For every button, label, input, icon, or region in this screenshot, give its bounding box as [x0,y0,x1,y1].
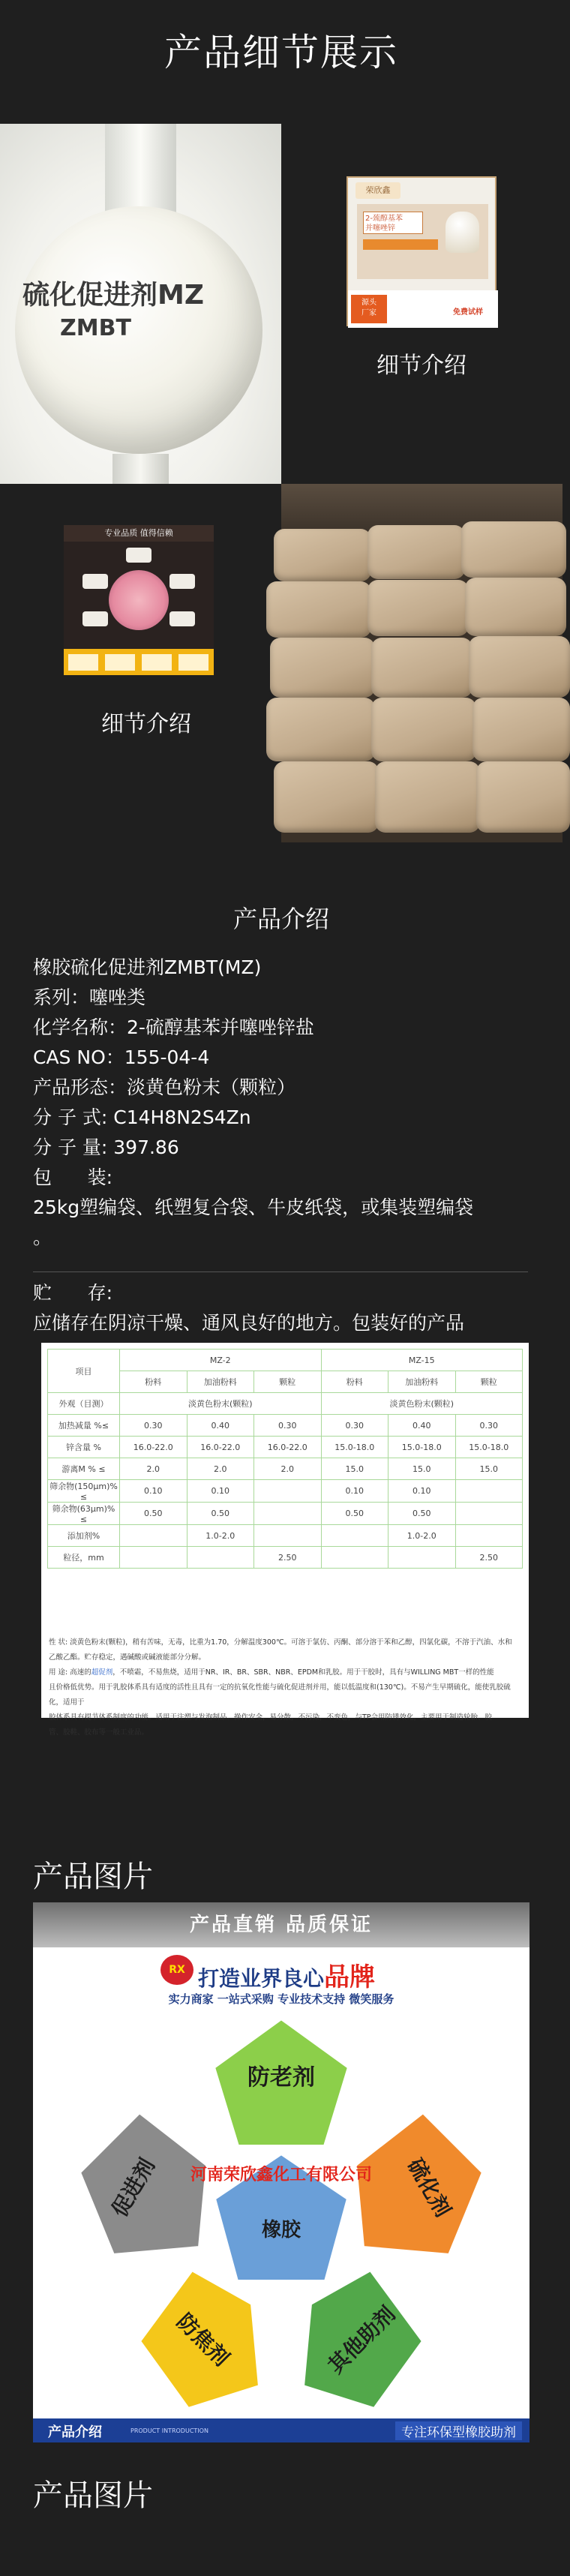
table-cell [254,1480,322,1503]
bag [371,698,476,761]
pentagon-diagram [33,2011,530,2416]
note-line: 性 状: 淡黄色粉末(颗粒)，稍有苦味，无毒，比重为1.70，分解温度300℃。可溶于氯仿、丙酮、部分溶于苯和乙醇，四氯化碳，不溶于汽油、水和 [49,1638,512,1647]
poster-footer-tagline: 专注环保型橡胶助剂 [395,2421,522,2440]
note-line [49,1665,523,1680]
storage-text: 应储存在阴凉干燥、通风良好的地方。包装好的产品 [33,1312,465,1334]
table-cell: 0.30 [254,1415,322,1437]
super-accelerator-link[interactable]: 超促剂 [91,1668,113,1677]
thumb-orange-strip [363,239,438,250]
table-cell: 0.10 [187,1480,254,1503]
detail-thumbnail-1[interactable] [346,176,496,326]
intro-line: 分 子 量: 397.86 [33,1136,179,1158]
table-cell: 0.50 [120,1503,188,1525]
free-sample-text: 免费试样 [453,308,483,317]
table-cell [120,1547,188,1569]
table-cell: 16.0-22.0 [187,1437,254,1458]
table-row [48,1415,523,1437]
intro-divider [33,1271,528,1272]
note-prefix: 用 途: 高速的 [49,1668,92,1677]
petal-label: 硫化剂 [402,2154,456,2221]
product-images-title-1: 产品图片 [33,1860,153,1894]
table-cell [388,1547,456,1569]
table-cell: 0.40 [388,1415,456,1437]
table-group-header: MZ-2 [120,1350,322,1371]
bag [476,761,570,833]
bag [465,578,566,636]
poster-services: 实力商家 一站式采购 专业技术支持 微笑服务 [168,1992,394,2006]
table-cell [321,1547,388,1569]
bag [371,638,472,698]
intro-title: 产品介绍 [232,905,329,933]
bag [368,580,469,636]
note-line: 乙酸乙酯。贮存稳定，遇碱酸或碱液能部分分解。 [49,1653,206,1662]
bottle-label-line1: 硫化促进剂MZ [22,280,204,311]
table-cell: 16.0-22.0 [254,1437,322,1458]
table-cell: 淡黄色粉末(颗粒) [321,1393,523,1415]
row-label: 添加剂% [48,1525,120,1547]
row-label: 筛余物(63μm)% ≤ [48,1503,120,1525]
poster-banner: 产品直销 品质保证 [33,1902,530,1947]
table-cell: 2.50 [254,1547,322,1569]
intro-line: 25kg塑编袋、纸塑复合袋、牛皮纸袋，或集装塑编袋 [33,1196,474,1218]
table-cell: 淡黄色粉末(颗粒) [120,1393,322,1415]
row-label: 锌含量 % [48,1437,120,1458]
table-cell [120,1525,188,1547]
table-cell: 2.0 [254,1458,322,1480]
bag [461,521,566,578]
table-subheader: 加油粉料 [187,1371,254,1393]
table-cell: 0.50 [187,1503,254,1525]
table-cell [187,1547,254,1569]
table-header-item: 项目 [48,1350,120,1393]
thumb2-node [170,611,195,626]
petal-label: 防老剂 [248,2064,315,2091]
table-group-header: MZ-15 [321,1350,523,1371]
table-row [48,1503,523,1525]
poster-footer-subtitle: PRODUCT INTRODUCTION [130,2427,208,2434]
thumb2-segment [178,654,208,671]
table-cell: 16.0-22.0 [120,1437,188,1458]
brand-slogan-prefix: 打造业界良心 [198,1966,325,1991]
table-cell [455,1480,523,1503]
intro-line: 橡胶硫化促进剂ZMBT(MZ) [33,956,262,978]
note-line: 管、胶鞋、胶布等一般工业品。 [49,1728,149,1737]
intro-line: CAS NO：155-04-4 [33,1046,210,1068]
table-cell: 0.30 [455,1415,523,1437]
table-row [48,1480,523,1503]
table-subheader: 颗粒 [254,1371,322,1393]
table-cell [455,1503,523,1525]
table-subheader: 颗粒 [455,1371,523,1393]
thumb-brand-tag: 荣欣鑫 [356,182,400,199]
table-cell: 15.0-18.0 [321,1437,388,1458]
table-cell: 0.50 [388,1503,456,1525]
bag [368,525,465,579]
bottle-label-line2: ZMBT [60,315,131,341]
table-cell: 0.40 [187,1415,254,1437]
table-cell: 15.0 [321,1458,388,1480]
center-label: 橡胶 [261,2219,302,2241]
table-cell: 0.10 [388,1480,456,1503]
bottle-body [15,206,262,454]
bag [274,761,379,833]
table-cell: 2.0 [187,1458,254,1480]
intro-line: 系列：噻唑类 [33,986,146,1008]
thumb2-node [170,574,195,589]
intro-line: 。 [33,1226,52,1248]
table-row [48,1458,523,1480]
bag [266,698,375,761]
row-label: 加热减量 %≤ [48,1415,120,1437]
source-factory-badge: 源头 厂家 [351,295,387,323]
detail-caption-1: 细节介绍 [376,353,466,379]
table-cell: 0.50 [321,1503,388,1525]
thumb2-node [126,548,152,563]
thumb-jar-image [446,212,479,253]
table-subheader: 加油粉料 [388,1371,456,1393]
brand-logo-icon: RX [160,1955,194,1985]
row-label: 筛余物(150μm)% ≤ [48,1480,120,1503]
brand-slogan-emphasis: 品牌 [324,1962,376,1992]
intro-line: 化学名称：2-硫醇基苯并噻唑锌盐 [33,1016,314,1038]
poster-footer [33,2418,530,2442]
table-cell: 0.10 [321,1480,388,1503]
table-cell: 1.0-2.0 [388,1525,456,1547]
table-cell: 0.30 [321,1415,388,1437]
intro-line: 产品形态：淡黄色粉末（颗粒） [33,1076,296,1098]
thumb2-banner: 专业品质 值得信赖 [64,525,214,542]
table-row [48,1547,523,1569]
storage-label: 贮 存: [33,1282,113,1304]
product-poster[interactable] [33,1902,530,2442]
table-cell: 2.50 [455,1547,523,1569]
spec-notes [49,1635,523,1740]
table-cell [254,1503,322,1525]
company-ring-text: 河南荣欣鑫化工有限公司 [190,2166,373,2184]
spec-table [47,1349,523,1569]
storage-block [33,1278,528,1338]
note-line: 且价格低优势。用于乳胶体系具有适度的活性且具有一定的抗氧化性能与硫化促进剂并用，能以低温度和(130℃)。不易产生早期硫化，能使乳胶硫化，适用于 [49,1683,511,1707]
intro-line: 包 装: [33,1166,113,1188]
bag [274,529,371,581]
table-cell: 2.0 [120,1458,188,1480]
spec-table-card [41,1343,529,1737]
table-cell: 15.0-18.0 [455,1437,523,1458]
table-row [48,1393,523,1415]
bag [270,638,375,698]
product-bottle-image [0,124,281,484]
table-cell: 0.30 [120,1415,188,1437]
thumb2-segment [68,654,98,671]
poster-footer-title: 产品介绍 [48,2424,102,2440]
bag [472,698,570,761]
table-cell: 15.0 [455,1458,523,1480]
table-row [48,1437,523,1458]
petal-label: 其他助剂 [323,2301,400,2379]
thumb2-node [82,574,108,589]
table-cell: 0.10 [120,1480,188,1503]
bag [469,636,570,698]
row-label: 粒径，mm [48,1547,120,1569]
table-cell [254,1525,322,1547]
table-cell [321,1525,388,1547]
thumb-product-label: 2-巯醇基苯 并噻唑锌 [363,212,423,234]
note-line: 胶体系具有提节体系制度的功能。适用于注塑与发泡制品。操作安全，易分散，不污染，不变色，与TP会用防锈效化，主要用于制造轮胎、胶 [49,1713,493,1722]
petal-label: 防焦剂 [172,2308,235,2371]
intro-line: 分 子 式: C14H8N2S4Zn [33,1106,251,1128]
product-images-title-2: 产品图片 [33,2478,153,2513]
poster-brand-slogan [198,1956,375,1993]
table-cell: 1.0-2.0 [187,1525,254,1547]
thumb2-node [82,611,108,626]
thumb2-segment [142,654,172,671]
page-title: 产品细节展示 [164,31,398,74]
detail-thumbnail-2[interactable] [64,525,214,675]
row-label: 外观（目测） [48,1393,120,1415]
table-cell: 15.0-18.0 [388,1437,456,1458]
intro-text-block [33,953,528,1253]
bag [266,581,371,638]
table-cell: 15.0 [388,1458,456,1480]
warehouse-photo [281,484,562,842]
table-subheader: 粉料 [321,1371,388,1393]
note-suffix: ，不喷霜，不易焦烧，适用于NR、IR、BR、SBR、NBR、EPDM和乳胶。用于干胶时，具有与WILLING MBT一样的性能 [112,1668,494,1677]
thumb2-segment [105,654,135,671]
table-subheader: 粉料 [120,1371,188,1393]
row-label: 游离M % ≤ [48,1458,120,1480]
table-cell [455,1525,523,1547]
table-row [48,1525,523,1547]
thumb2-center-circle [109,570,169,630]
bag [375,761,480,833]
petal-label: 促进剂 [106,2154,160,2221]
bottle-base [112,454,169,484]
detail-caption-2: 细节介绍 [101,711,191,737]
